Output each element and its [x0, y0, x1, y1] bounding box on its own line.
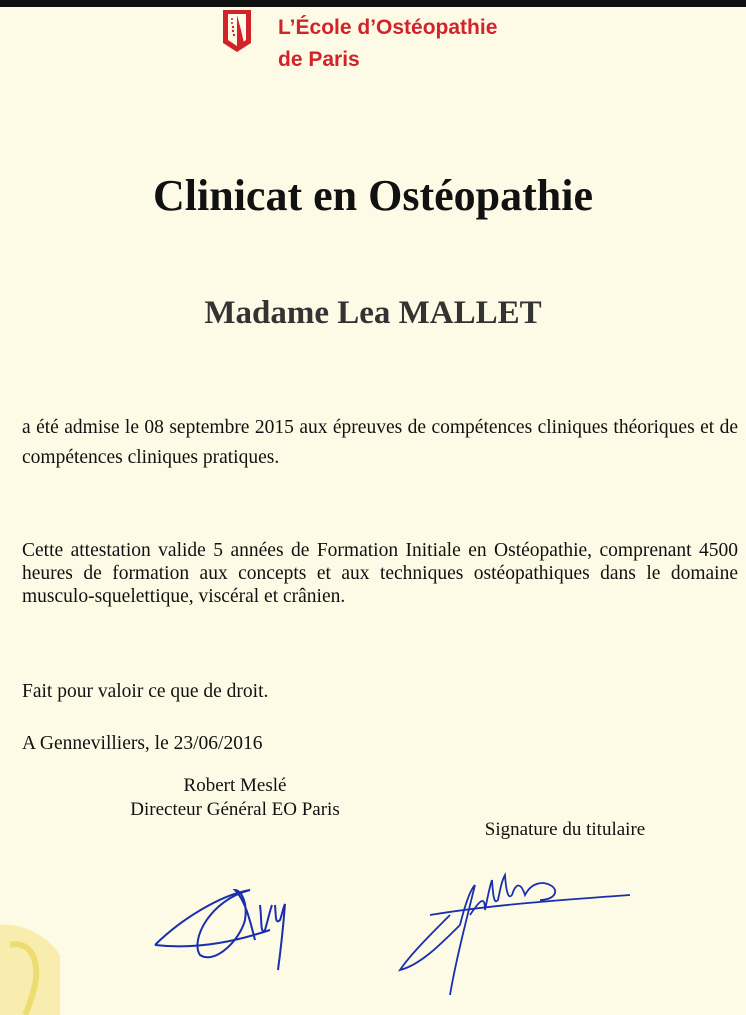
director-block [85, 774, 385, 822]
school-logo-shield-icon [222, 9, 252, 53]
decorative-ornament-icon [0, 915, 90, 1015]
scan-border [0, 0, 746, 7]
place-date: A Gennevilliers, le 23/06/2016 [22, 733, 263, 754]
certificate-title: Clinicat en Ostéopathie [153, 171, 593, 220]
director-signature-icon [140, 860, 350, 980]
recipient-name: Madame Lea MALLET [204, 295, 542, 331]
attestation-paragraph: Cette attestation valide 5 années de Formation Initiale en Ostéopathie, comprenant 4500 heures de formation aux concepts et aux techniques ostéopathiques dans le domaine musculo-squelettique, viscéral et crânien. [22, 540, 738, 607]
director-name: Robert Meslé [183, 775, 287, 796]
director-role: Directeur Général EO Paris [130, 799, 340, 820]
closing-text: Fait pour valoir ce que de droit. [22, 681, 269, 702]
school-logo-text [278, 15, 497, 73]
holder-signature-label: Signature du titulaire [484, 819, 646, 840]
logo-line-1: L’École d’Ostéopathie [278, 16, 498, 39]
admission-paragraph: a été admise le 08 septembre 2015 aux épreuves de compétences cliniques théoriques et de compétences cliniques pratiques. [22, 417, 738, 468]
holder-signature-icon [390, 855, 640, 995]
logo-line-2: de Paris [278, 48, 360, 71]
